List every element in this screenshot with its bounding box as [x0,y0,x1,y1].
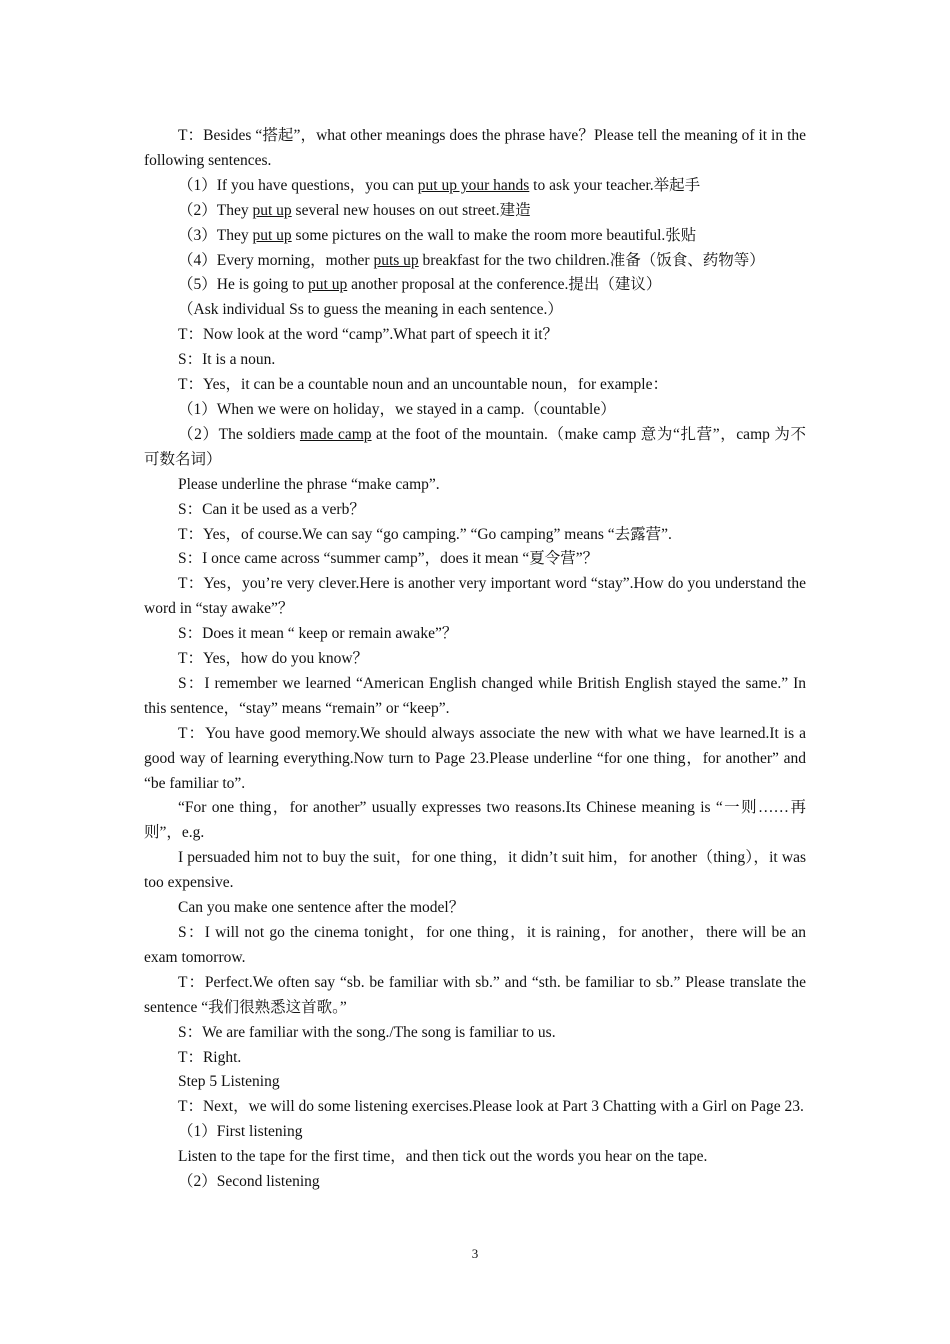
paragraph-16: T：Yes，you’re very clever.Here is another very important word “stay”.How do you understand the word in “stay awake”？ [144,575,806,618]
example-put-up-2: （2）They put up several new houses on out street.建造 [178,201,531,219]
lesson-text [144,124,806,1195]
paragraph-14: T：Yes，of course.We can say “go camping.” “Go camping” means “去露营”. [178,525,672,543]
paragraph-6: （Ask individual Ss to guess the meaning in each sentence.） [178,301,563,319]
paragraph-29: T：Next，we will do some listening exercises.Please look at Part 3 Chatting with a Girl on Page 23. [178,1098,804,1116]
paragraph-21: “For one thing，for another” usually expresses two reasons.Its Chinese meaning is “一则……再则”，e.g. [144,799,806,842]
paragraph-20: T：You have good memory.We should always associate the new with what we have learned.It is a good way of learning everything.Now turn to Page 23.Please underline “for one thing，for another” and “be familiar to”. [144,724,806,792]
underlined-phrase: put up [252,201,292,219]
paragraph-23: Can you make one sentence after the model？ [178,899,465,917]
paragraph-22: I persuaded him not to buy the suit，for one thing，it didn’t suit him，for another（thing），it was too expensive. [144,849,806,892]
example-put-up-3: （3）They put up some pictures on the wall to make the room more beautiful.张贴 [178,226,697,244]
example-made-camp: （2）The soldiers made camp at the foot of the mountain.（make camp 意为“扎营”，camp 为不可数名词） [144,425,806,468]
step-heading: Step 5 Listening [178,1073,280,1091]
underlined-phrase: put up [308,276,348,294]
underlined-phrase: puts up [373,251,419,269]
page-number: 3 [471,1246,479,1261]
paragraph-8: S：It is a noun. [178,351,276,369]
example-put-up-4: （4）Every morning，mother puts up breakfast for the two children.准备（饭食、药物等） [178,251,765,269]
paragraph-32: （2）Second listening [178,1173,320,1191]
paragraph-24: S：I will not go the cinema tonight，for one thing，it is raining，for another，there will be an exam tomorrow. [144,924,806,966]
paragraph-17: S：Does it mean “ keep or remain awake”？ [178,625,458,643]
paragraph-19: S：I remember we learned “American English changed while British English stayed the same.” In this sentence，“stay” means “remain” or “keep”. [144,674,806,717]
paragraph-12: Please underline the phrase “make camp”. [178,475,440,493]
paragraph-26: S：We are familiar with the song./The song is familiar to us. [178,1023,556,1041]
example-put-up-1: （1）If you have questions，you can put up your hands to ask your teacher.举起手 [178,176,701,194]
paragraph-27: T：Right. [178,1048,242,1066]
paragraph-7: T：Now look at the word “camp”.What part of speech it it？ [178,326,559,344]
paragraph-10: （1）When we were on holiday，we stayed in a camp.（countable） [178,400,616,418]
paragraph-0: T：Besides “搭起”，what other meanings does the phrase have？Please tell the meaning of it in the following sentences. [144,127,806,169]
paragraph-30: （1）First listening [178,1123,303,1141]
underlined-phrase: put up your hands [417,176,530,194]
underlined-phrase: made camp [299,425,372,443]
underlined-phrase: put up [252,226,292,244]
paragraph-31: Listen to the tape for the first time，and then tick out the words you hear on the tape. [178,1148,708,1166]
paragraph-18: T：Yes，how do you know？ [178,650,369,668]
example-put-up-5: （5）He is going to put up another proposal at the conference.提出（建议） [178,276,662,294]
paragraph-13: S：Can it be used as a verb？ [178,500,365,518]
paragraph-15: S：I once came across “summer camp”，does it mean “夏令营”？ [178,550,599,568]
paragraph-9: T：Yes，it can be a countable noun and an uncountable noun，for example： [178,376,668,394]
paragraph-25: T：Perfect.We often say “sb. be familiar with sb.” and “sth. be familiar to sb.” Please translate the sentence “我们很熟悉这首歌。” [144,973,806,1016]
